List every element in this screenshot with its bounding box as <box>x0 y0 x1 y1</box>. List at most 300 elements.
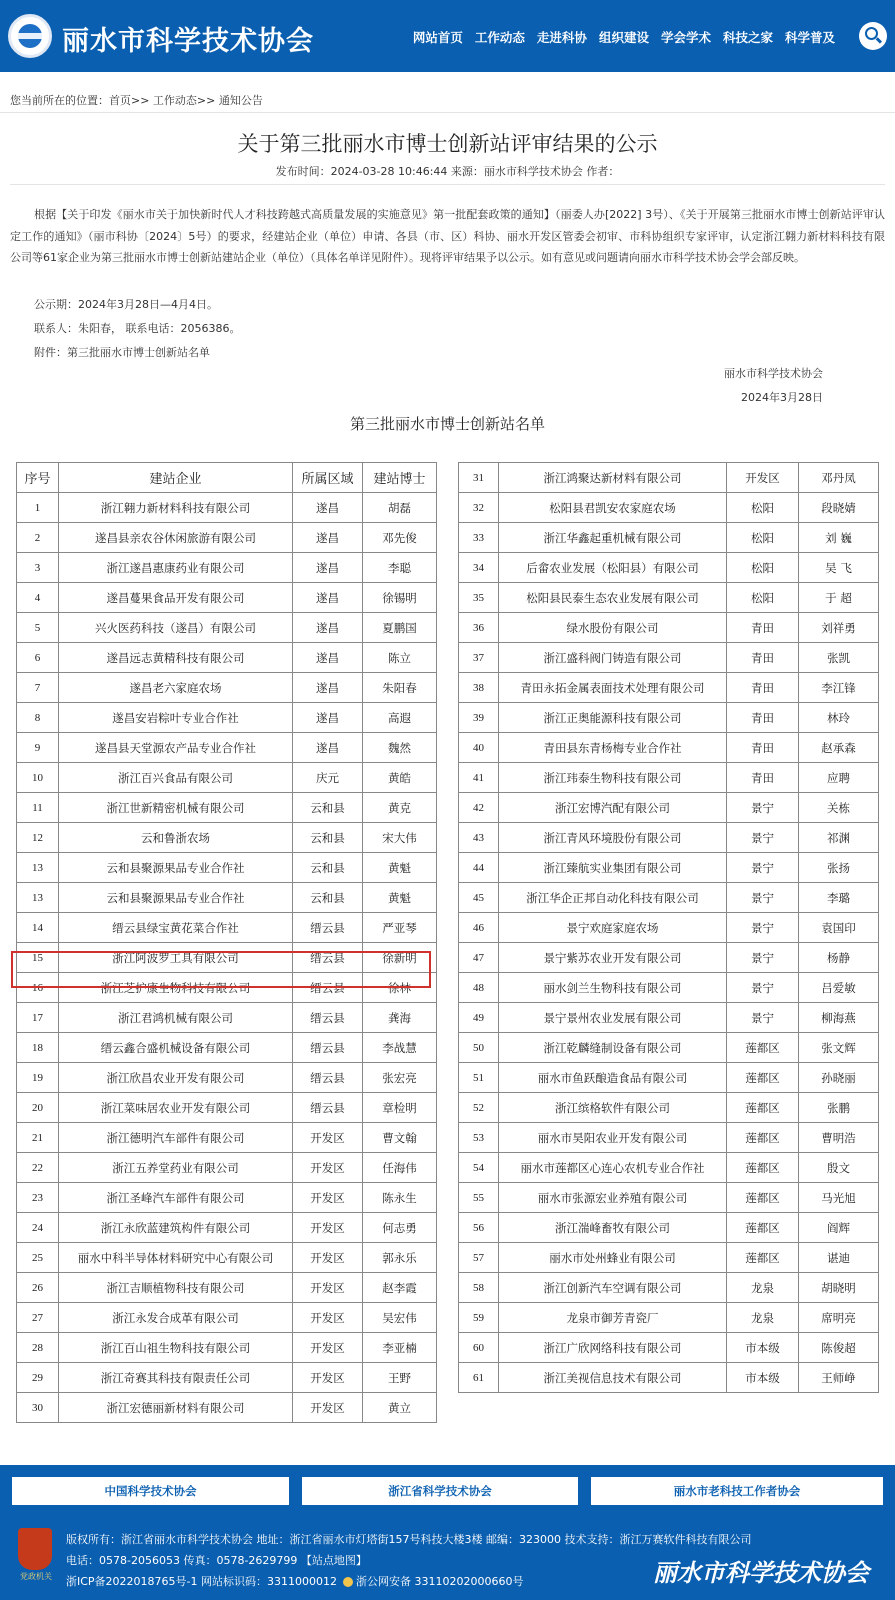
region: 景宁 <box>727 913 799 943</box>
region: 莲都区 <box>727 1093 799 1123</box>
doctor-name: 黄魁 <box>363 853 437 883</box>
region: 松阳 <box>727 523 799 553</box>
doctor-name: 张鹏 <box>799 1093 879 1123</box>
row-number: 57 <box>459 1243 499 1273</box>
table-row <box>17 1303 437 1333</box>
table-row <box>459 943 879 973</box>
doctor-name: 赵承森 <box>799 733 879 763</box>
table-row <box>459 463 879 493</box>
doctor-name: 章检明 <box>363 1093 437 1123</box>
table-row <box>459 1123 879 1153</box>
row-number: 13 <box>17 853 59 883</box>
stations-table-right <box>458 462 879 1393</box>
attachment-link[interactable]: 附件：第三批丽水市博士创新站名单 <box>34 346 210 359</box>
company-name: 浙江世新精密机械有限公司 <box>59 793 293 823</box>
row-number: 14 <box>17 913 59 943</box>
table-row <box>459 523 879 553</box>
doctor-name: 谌迪 <box>799 1243 879 1273</box>
doctor-name: 应聘 <box>799 763 879 793</box>
doctor-name: 黄魁 <box>363 883 437 913</box>
region: 云和县 <box>293 823 363 853</box>
region: 开发区 <box>293 1123 363 1153</box>
region: 景宁 <box>727 853 799 883</box>
region: 开发区 <box>293 1273 363 1303</box>
table-row <box>459 913 879 943</box>
doctor-name: 陈俊超 <box>799 1333 879 1363</box>
row-number: 8 <box>17 703 59 733</box>
company-name: 后畲农业发展（松阳县）有限公司 <box>499 553 727 583</box>
party-gov-emblem-icon[interactable] <box>18 1528 52 1570</box>
table-row <box>459 643 879 673</box>
doctor-name: 殷文 <box>799 1153 879 1183</box>
region: 开发区 <box>293 1303 363 1333</box>
doctor-name: 陈立 <box>363 643 437 673</box>
nav-academic[interactable]: 学会学术 <box>660 30 711 45</box>
doctor-name: 吴 飞 <box>799 553 879 583</box>
site-title[interactable]: 丽水市科学技术协会 <box>62 26 314 57</box>
company-name: 青田永拓金属表面技术处理有限公司 <box>499 673 727 703</box>
table-row <box>17 583 437 613</box>
table-row <box>459 853 879 883</box>
article-title: 关于第三批丽水市博士创新站评审结果的公示 <box>237 132 658 156</box>
region: 云和县 <box>293 793 363 823</box>
table-row <box>17 1333 437 1363</box>
doctor-name: 陈永生 <box>363 1183 437 1213</box>
table-row <box>17 1243 437 1273</box>
row-number: 35 <box>459 583 499 613</box>
table-row <box>459 1153 879 1183</box>
company-name: 浙江百兴食品有限公司 <box>59 763 293 793</box>
table-row <box>17 703 437 733</box>
row-number: 29 <box>17 1363 59 1393</box>
link-zhejiang-cast[interactable]: 浙江省科学技术协会 <box>302 1477 578 1505</box>
region: 遂昌 <box>293 703 363 733</box>
company-name: 松阳县民泰生态农业发展有限公司 <box>499 583 727 613</box>
site-header <box>0 0 895 72</box>
breadcrumb-label: 您当前所在的位置： <box>10 94 109 107</box>
region: 遂昌 <box>293 553 363 583</box>
doctor-name: 张文辉 <box>799 1033 879 1063</box>
row-number: 15 <box>17 943 59 973</box>
region: 景宁 <box>727 883 799 913</box>
company-name: 浙江五养堂药业有限公司 <box>59 1153 293 1183</box>
row-number: 60 <box>459 1333 499 1363</box>
region: 遂昌 <box>293 673 363 703</box>
row-number: 39 <box>459 703 499 733</box>
doctor-name: 段晓婧 <box>799 493 879 523</box>
signature-date: 2024年3月28日 <box>741 391 823 404</box>
doctor-name: 魏然 <box>363 733 437 763</box>
region: 龙泉 <box>727 1273 799 1303</box>
doctor-name: 朱阳春 <box>363 673 437 703</box>
company-name: 浙江湍峰畜牧有限公司 <box>499 1213 727 1243</box>
region: 青田 <box>727 763 799 793</box>
company-name: 遂昌蔓果食品开发有限公司 <box>59 583 293 613</box>
main-nav <box>413 28 835 46</box>
region: 开发区 <box>293 1363 363 1393</box>
doctor-name: 严亚琴 <box>363 913 437 943</box>
row-number: 12 <box>17 823 59 853</box>
region: 青田 <box>727 703 799 733</box>
table-row <box>17 643 437 673</box>
row-number: 42 <box>459 793 499 823</box>
table-row <box>459 1243 879 1273</box>
table-row <box>17 1273 437 1303</box>
company-name: 浙江永欣蓝建筑构件有限公司 <box>59 1213 293 1243</box>
region: 开发区 <box>293 1213 363 1243</box>
region: 莲都区 <box>727 1183 799 1213</box>
company-name: 兴火医药科技（遂昌）有限公司 <box>59 613 293 643</box>
police-badge-icon <box>343 1577 353 1587</box>
region: 莲都区 <box>727 1123 799 1153</box>
region: 缙云县 <box>293 1093 363 1123</box>
company-name: 浙江缤格软件有限公司 <box>499 1093 727 1123</box>
company-name: 浙江臻航实业集团有限公司 <box>499 853 727 883</box>
table-row <box>459 673 879 703</box>
table-row <box>17 913 437 943</box>
region: 缙云县 <box>293 1003 363 1033</box>
region: 景宁 <box>727 943 799 973</box>
col-header-company: 建站企业 <box>59 463 293 493</box>
contact-info: 联系人：朱阳春， 联系电话：2056386。 <box>34 322 241 335</box>
row-number: 7 <box>17 673 59 703</box>
row-number: 18 <box>17 1033 59 1063</box>
company-name: 浙江宏博汽配有限公司 <box>499 793 727 823</box>
row-number: 46 <box>459 913 499 943</box>
region: 开发区 <box>293 1153 363 1183</box>
table-row <box>459 613 879 643</box>
region: 松阳 <box>727 583 799 613</box>
region: 莲都区 <box>727 1213 799 1243</box>
doctor-name: 席明亮 <box>799 1303 879 1333</box>
doctor-name: 赵李霞 <box>363 1273 437 1303</box>
row-number: 61 <box>459 1363 499 1393</box>
doctor-name: 柳海燕 <box>799 1003 879 1033</box>
footer-contact: 电话：0578-2056053 传真：0578-2629799 【站点地图】 <box>66 1554 367 1567</box>
nav-work-news[interactable]: 工作动态 <box>474 30 525 45</box>
row-number: 48 <box>459 973 499 1003</box>
doctor-name: 黄立 <box>363 1393 437 1423</box>
row-number: 27 <box>17 1303 59 1333</box>
region: 青田 <box>727 613 799 643</box>
company-name: 浙江永发合成革有限公司 <box>59 1303 293 1333</box>
company-name: 浙江华企正邦自动化科技有限公司 <box>499 883 727 913</box>
region: 缙云县 <box>293 973 363 1003</box>
region: 莲都区 <box>727 1063 799 1093</box>
table-row <box>459 793 879 823</box>
region: 青田 <box>727 733 799 763</box>
table-row <box>459 1213 879 1243</box>
emblem-label: 党政机关 <box>20 1572 52 1581</box>
table-row <box>459 1303 879 1333</box>
doctor-name: 何志勇 <box>363 1213 437 1243</box>
company-name: 缙云鑫合盛机械设备有限公司 <box>59 1033 293 1063</box>
region: 莲都区 <box>727 1153 799 1183</box>
list-title: 第三批丽水市博士创新站名单 <box>349 415 545 433</box>
table-row <box>17 493 437 523</box>
doctor-name: 王野 <box>363 1363 437 1393</box>
company-name: 浙江翱力新材料科技有限公司 <box>59 493 293 523</box>
breadcrumb-path[interactable]: 首页>> 工作动态>> 通知公告 <box>109 94 263 107</box>
row-number: 24 <box>17 1213 59 1243</box>
doctor-name: 郭永乐 <box>363 1243 437 1273</box>
region: 青田 <box>727 673 799 703</box>
company-name: 浙江吉顺植物科技有限公司 <box>59 1273 293 1303</box>
doctor-name: 李璐 <box>799 883 879 913</box>
company-name: 丽水中科半导体材料研究中心有限公司 <box>59 1243 293 1273</box>
row-number: 59 <box>459 1303 499 1333</box>
doctor-name: 祁渊 <box>799 823 879 853</box>
company-name: 丽水市莲都区心连心农机专业合作社 <box>499 1153 727 1183</box>
doctor-name: 林玲 <box>799 703 879 733</box>
row-number: 54 <box>459 1153 499 1183</box>
table-row <box>17 883 437 913</box>
footer-icp-number[interactable]: 浙ICP备2022018765号-1 网站标识码：3311000012 <box>66 1575 337 1588</box>
company-name: 景宁紫苏农业开发有限公司 <box>499 943 727 973</box>
doctor-name: 张扬 <box>799 853 879 883</box>
doctor-name: 吕爱敏 <box>799 973 879 1003</box>
region: 开发区 <box>727 463 799 493</box>
cast-logo-icon[interactable] <box>8 14 52 58</box>
footer-police-record[interactable]: 浙公网安备 33110202000660号 <box>356 1575 524 1588</box>
company-name: 浙江奇赛其科技有限责任公司 <box>59 1363 293 1393</box>
table-row <box>17 1153 437 1183</box>
row-number: 21 <box>17 1123 59 1153</box>
footer-icp <box>66 1573 523 1589</box>
table-row <box>459 733 879 763</box>
region: 缙云县 <box>293 1063 363 1093</box>
company-name: 云和县聚源果品专业合作社 <box>59 883 293 913</box>
doctor-name: 李战慧 <box>363 1033 437 1063</box>
region: 松阳 <box>727 493 799 523</box>
company-name: 遂昌县亲农谷休闲旅游有限公司 <box>59 523 293 553</box>
doctor-name: 刘祥勇 <box>799 613 879 643</box>
row-number: 58 <box>459 1273 499 1303</box>
company-name: 浙江圣峰汽车部件有限公司 <box>59 1183 293 1213</box>
company-name: 青田县东青杨梅专业合作社 <box>499 733 727 763</box>
row-number: 31 <box>459 463 499 493</box>
region: 缙云县 <box>293 913 363 943</box>
region: 市本级 <box>727 1363 799 1393</box>
table-row <box>17 1063 437 1093</box>
region: 开发区 <box>293 1183 363 1213</box>
company-name: 遂昌老六家庭农场 <box>59 673 293 703</box>
table-row <box>459 1003 879 1033</box>
doctor-name: 曹文翰 <box>363 1123 437 1153</box>
nav-home-of-tech[interactable]: 科技之家 <box>722 30 773 45</box>
footer-copyright: 版权所有：浙江省丽水市科学技术协会 地址：浙江省丽水市灯塔街157号科技大楼3楼 邮编：323000 技术支持：浙江万赛软件科技有限公司 <box>66 1533 752 1546</box>
company-name: 遂昌安岩粽叶专业合作社 <box>59 703 293 733</box>
row-number: 11 <box>17 793 59 823</box>
region: 景宁 <box>727 793 799 823</box>
company-name: 浙江鸿聚达新材料有限公司 <box>499 463 727 493</box>
nav-organization[interactable]: 组织建设 <box>598 30 649 45</box>
table-row <box>459 1063 879 1093</box>
col-header-region: 所属区域 <box>293 463 363 493</box>
row-number: 10 <box>17 763 59 793</box>
company-name: 丽水市张源宏业养殖有限公司 <box>499 1183 727 1213</box>
row-number: 22 <box>17 1153 59 1183</box>
company-name: 丽水市处州蜂业有限公司 <box>499 1243 727 1273</box>
region: 庆元 <box>293 763 363 793</box>
company-name: 浙江盛科阀门铸造有限公司 <box>499 643 727 673</box>
col-header-doctor: 建站博士 <box>363 463 437 493</box>
doctor-name: 胡磊 <box>363 493 437 523</box>
region: 莲都区 <box>727 1033 799 1063</box>
row-number: 38 <box>459 673 499 703</box>
company-name: 浙江宏德丽新材料有限公司 <box>59 1393 293 1423</box>
company-name: 浙江青风环境股份有限公司 <box>499 823 727 853</box>
doctor-name: 徐锡明 <box>363 583 437 613</box>
company-name: 浙江欣昌农业开发有限公司 <box>59 1063 293 1093</box>
search-icon[interactable] <box>859 22 887 50</box>
row-number: 2 <box>17 523 59 553</box>
company-name: 松阳县君凯安农家庭农场 <box>499 493 727 523</box>
row-number: 23 <box>17 1183 59 1213</box>
region: 云和县 <box>293 853 363 883</box>
doctor-name: 阎辉 <box>799 1213 879 1243</box>
row-number: 51 <box>459 1063 499 1093</box>
doctor-name: 徐林 <box>363 973 437 1003</box>
table-row <box>459 703 879 733</box>
row-number: 55 <box>459 1183 499 1213</box>
row-number: 28 <box>17 1333 59 1363</box>
row-number: 43 <box>459 823 499 853</box>
company-name: 云和鲁浙农场 <box>59 823 293 853</box>
company-name: 浙江遂昌惠康药业有限公司 <box>59 553 293 583</box>
row-number: 1 <box>17 493 59 523</box>
nav-home[interactable]: 网站首页 <box>412 30 463 45</box>
company-name: 浙江德明汽车部件有限公司 <box>59 1123 293 1153</box>
row-number: 47 <box>459 943 499 973</box>
row-number: 17 <box>17 1003 59 1033</box>
table-row <box>17 673 437 703</box>
divider <box>0 112 895 113</box>
company-name: 浙江乾麟缝制设备有限公司 <box>499 1033 727 1063</box>
table-row <box>17 853 437 883</box>
row-number: 3 <box>17 553 59 583</box>
doctor-name: 胡晓明 <box>799 1273 879 1303</box>
row-number: 41 <box>459 763 499 793</box>
company-name: 遂昌县天堂源农产品专业合作社 <box>59 733 293 763</box>
table-row <box>17 613 437 643</box>
doctor-name: 徐新明 <box>363 943 437 973</box>
row-number: 34 <box>459 553 499 583</box>
nav-about[interactable]: 走进科协 <box>536 30 587 45</box>
region: 缙云县 <box>293 943 363 973</box>
highlight-box <box>11 951 431 988</box>
company-name: 浙江美视信息技术有限公司 <box>499 1363 727 1393</box>
doctor-name: 邓丹凤 <box>799 463 879 493</box>
doctor-name: 黄克 <box>363 793 437 823</box>
link-lishui-senior-tech[interactable]: 丽水市老科技工作者协会 <box>591 1477 883 1505</box>
doctor-name: 张凯 <box>799 643 879 673</box>
region: 遂昌 <box>293 613 363 643</box>
region: 莲都区 <box>727 1243 799 1273</box>
row-number: 20 <box>17 1093 59 1123</box>
company-name: 景宁景州农业发展有限公司 <box>499 1003 727 1033</box>
row-number: 30 <box>17 1393 59 1423</box>
stations-table-left <box>16 462 437 1423</box>
table-row <box>459 883 879 913</box>
company-name: 浙江君鸿机械有限公司 <box>59 1003 293 1033</box>
nav-science-popularization[interactable]: 科学普及 <box>784 30 835 45</box>
table-row <box>17 1123 437 1153</box>
region: 青田 <box>727 643 799 673</box>
table-row <box>459 973 879 1003</box>
region: 松阳 <box>727 553 799 583</box>
region: 景宁 <box>727 1003 799 1033</box>
article-paragraph: 根据【关于印发《丽水市关于加快新时代人才科技跨越式高质量发展的实施意见》第一批配套政策的通知】（丽委人办[2022] 3号）、《关于开展第三批丽水市博士创新站评审认定工作的通知》（丽市科协〔2024〕5号）的要求，经建站企业（单位）申请、各县（市、区）科协、丽水开发区管委会初审、市科协组织专家评审，认定浙江翱力新材料科技有限公司等61家企业为第三批丽水市博士创新站建站企业（单位）（具体名单详见附件）。现将评审结果予以公示。如有意见或问题请向丽水市科学技术协会学会部反映。 <box>10 208 885 264</box>
row-number: 53 <box>459 1123 499 1153</box>
divider <box>10 184 885 185</box>
row-number: 16 <box>17 973 59 1003</box>
row-number: 4 <box>17 583 59 613</box>
doctor-name: 李江锋 <box>799 673 879 703</box>
region: 景宁 <box>727 823 799 853</box>
table-row <box>459 823 879 853</box>
link-cast[interactable]: 中国科学技术协会 <box>12 1477 289 1505</box>
notice-period: 公示期：2024年3月28日—4月4日。 <box>34 298 218 311</box>
region: 市本级 <box>727 1333 799 1363</box>
company-name: 浙江正奥能源科技有限公司 <box>499 703 727 733</box>
table-row <box>17 1363 437 1393</box>
doctor-name: 杨静 <box>799 943 879 973</box>
table-row <box>459 1033 879 1063</box>
doctor-name: 宋大伟 <box>363 823 437 853</box>
doctor-name: 龚海 <box>363 1003 437 1033</box>
company-name: 浙江广欣网络科技有限公司 <box>499 1333 727 1363</box>
doctor-name: 关栋 <box>799 793 879 823</box>
table-row <box>17 1393 437 1423</box>
region: 遂昌 <box>293 523 363 553</box>
doctor-name: 曹明浩 <box>799 1123 879 1153</box>
doctor-name: 夏鹏国 <box>363 613 437 643</box>
table-row <box>17 1183 437 1213</box>
table-row <box>17 763 437 793</box>
doctor-name: 马光旭 <box>799 1183 879 1213</box>
row-number: 13 <box>17 883 59 913</box>
doctor-name: 李亚楠 <box>363 1333 437 1363</box>
region: 开发区 <box>293 1393 363 1423</box>
doctor-name: 刘 巍 <box>799 523 879 553</box>
table-row <box>17 1213 437 1243</box>
row-number: 9 <box>17 733 59 763</box>
table-row <box>459 583 879 613</box>
doctor-name: 李聪 <box>363 553 437 583</box>
row-number: 26 <box>17 1273 59 1303</box>
row-number: 40 <box>459 733 499 763</box>
table-row <box>17 823 437 853</box>
company-name: 龙泉市御芳青瓷厂 <box>499 1303 727 1333</box>
row-number: 50 <box>459 1033 499 1063</box>
doctor-name: 王师峥 <box>799 1363 879 1393</box>
table-row <box>17 1093 437 1123</box>
table-row <box>459 1093 879 1123</box>
company-name: 浙江阿波罗工具有限公司 <box>59 943 293 973</box>
table-row <box>17 1033 437 1063</box>
region: 云和县 <box>293 883 363 913</box>
table-row <box>459 763 879 793</box>
doctor-name: 孙晓丽 <box>799 1063 879 1093</box>
row-number: 5 <box>17 613 59 643</box>
row-number: 19 <box>17 1063 59 1093</box>
company-name: 浙江华鑫起重机械有限公司 <box>499 523 727 553</box>
table-row <box>459 493 879 523</box>
company-name: 浙江创新汽车空调有限公司 <box>499 1273 727 1303</box>
doctor-name: 于 超 <box>799 583 879 613</box>
row-number: 33 <box>459 523 499 553</box>
